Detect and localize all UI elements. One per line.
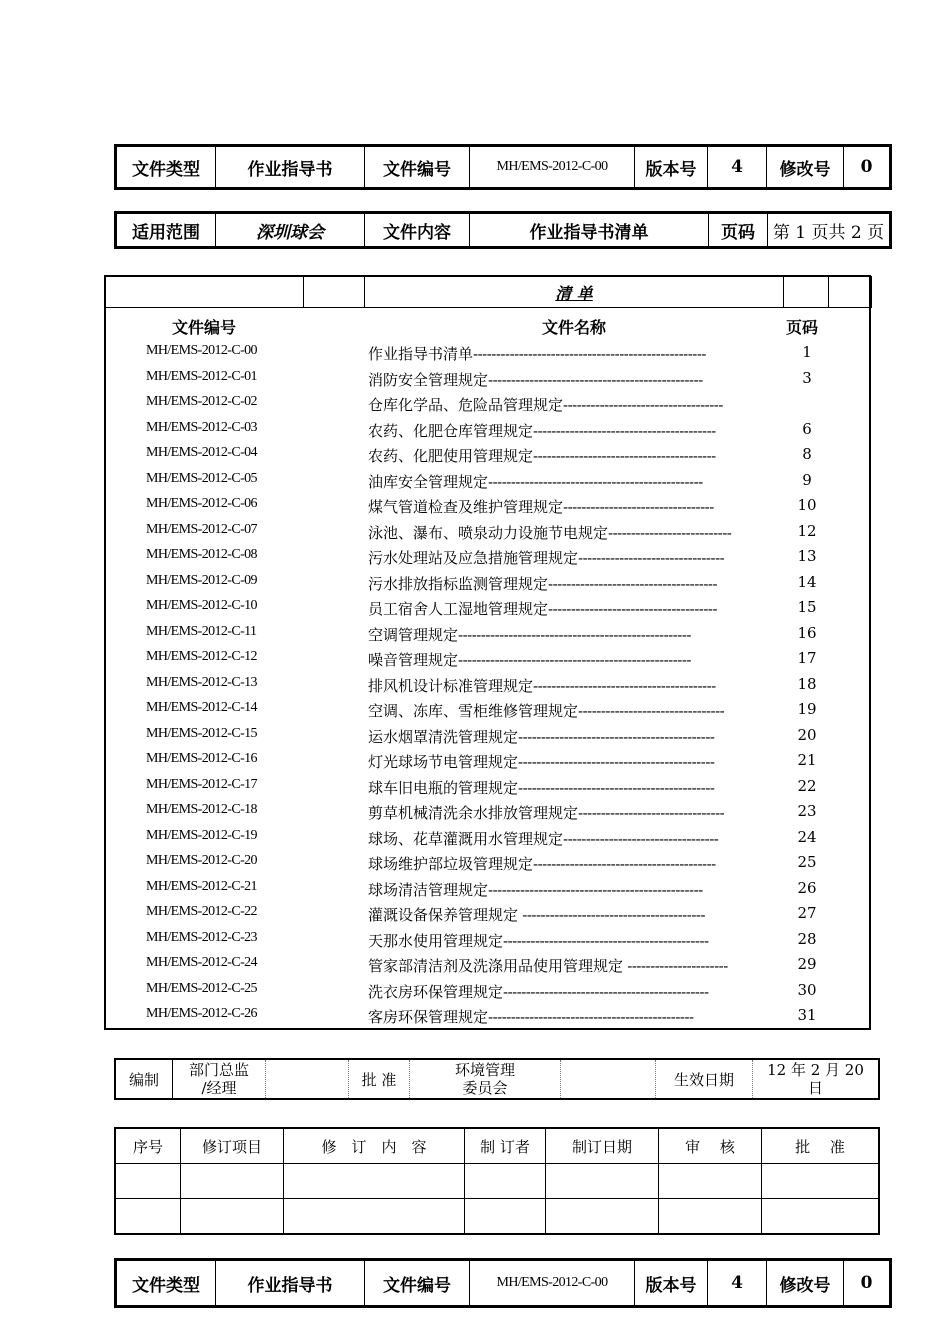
list-item-leader: ---------------------------------------- bbox=[533, 855, 716, 873]
compile-label: 编制 bbox=[115, 1059, 173, 1099]
list-item-name bbox=[368, 930, 783, 951]
list-item-code: MH/EMS-2012-C-03 bbox=[146, 419, 257, 435]
scope-value: 深圳球会 bbox=[216, 213, 365, 248]
list-item-title: 管家部清洁剂及洗涤用品使用管理规定 bbox=[368, 957, 624, 975]
list-item-code: MH/EMS-2012-C-06 bbox=[146, 496, 257, 511]
list-item-code: MH/EMS-2012-C-26 bbox=[146, 1006, 257, 1021]
list-item-name bbox=[368, 904, 783, 925]
signoff-table bbox=[114, 1058, 880, 1100]
list-item-name bbox=[368, 394, 783, 415]
list-item-code: MH/EMS-2012-C-22 bbox=[146, 904, 257, 919]
list-item-page: 29 bbox=[797, 955, 817, 973]
revision-label: 修改号 bbox=[767, 1260, 844, 1307]
list-item-leader: ------------------------------------------- bbox=[518, 727, 715, 746]
list-item-title: 消防安全管理规定 bbox=[368, 370, 489, 389]
list-item bbox=[106, 828, 869, 853]
list-item-name bbox=[368, 369, 783, 390]
list-item-page: 30 bbox=[797, 980, 817, 999]
list-item-name bbox=[368, 955, 783, 976]
list-item-page: 16 bbox=[797, 623, 817, 642]
list-item-name bbox=[368, 777, 783, 798]
list-item-title: 排风机设计标准管理规定 bbox=[368, 676, 534, 695]
list-item bbox=[106, 802, 869, 827]
doc-type-label: 文件类型 bbox=[116, 146, 216, 189]
list-item-name bbox=[368, 471, 783, 492]
list-item-page: 25 bbox=[797, 853, 817, 871]
list-item bbox=[106, 624, 869, 649]
list-item-page: 6 bbox=[802, 419, 812, 438]
list-item-code: MH/EMS-2012-C-17 bbox=[146, 776, 257, 792]
list-item bbox=[106, 471, 869, 496]
list-item-leader: ------------------------------------------- bbox=[518, 753, 715, 771]
version-value: 4 bbox=[708, 1260, 767, 1307]
list-item-code: MH/EMS-2012-C-09 bbox=[146, 572, 257, 588]
list-item-title: 天那水使用管理规定 bbox=[368, 931, 504, 950]
list-item-code: MH/EMS-2012-C-18 bbox=[146, 802, 257, 817]
header-table-scope bbox=[114, 211, 892, 249]
list-item-page: 8 bbox=[802, 445, 812, 463]
list-item-code: MH/EMS-2012-C-08 bbox=[146, 547, 257, 562]
doc-no-label: 文件编号 bbox=[365, 1260, 470, 1307]
list-item-leader: -------------------------------- bbox=[578, 702, 725, 720]
revision-value: 0 bbox=[844, 1260, 891, 1307]
list-item-page: 14 bbox=[797, 572, 817, 591]
list-item-title: 仓库化学品、危险品管理规定 bbox=[368, 396, 564, 414]
list-item bbox=[106, 751, 869, 776]
list-item-page: 20 bbox=[797, 725, 817, 744]
list-item-page: 31 bbox=[797, 1006, 817, 1024]
list-item-page: 21 bbox=[797, 751, 817, 769]
list-item-leader: ------------------------------------------- bbox=[518, 778, 715, 797]
version-label: 版本号 bbox=[635, 1260, 708, 1307]
list-item bbox=[106, 879, 869, 904]
list-item-title: 灯光球场节电管理规定 bbox=[368, 753, 519, 771]
list-item-leader: --------------------------------------------------- bbox=[473, 345, 707, 363]
effective-label: 生效日期 bbox=[656, 1059, 753, 1099]
revision-value: 0 bbox=[844, 146, 891, 189]
list-item-name bbox=[368, 343, 783, 364]
list-item-page: 15 bbox=[797, 598, 817, 616]
list-item bbox=[106, 496, 869, 521]
list-item bbox=[106, 930, 869, 955]
list-item-name bbox=[368, 700, 783, 721]
list-item-title: 作业指导书清单 bbox=[368, 345, 474, 363]
list-item bbox=[106, 598, 869, 623]
role-director: 部门总监 /经理 bbox=[173, 1059, 266, 1099]
list-item bbox=[106, 1006, 869, 1031]
list-item bbox=[106, 420, 869, 445]
rev-col-no: 序号 bbox=[115, 1128, 181, 1164]
version-value: 4 bbox=[708, 146, 767, 189]
list-item bbox=[106, 726, 869, 751]
rev-col-content: 修 订 内 容 bbox=[284, 1128, 465, 1164]
list-item-code: MH/EMS-2012-C-02 bbox=[146, 394, 257, 409]
list-item-code: MH/EMS-2012-C-25 bbox=[146, 980, 257, 996]
list-item-title: 油库安全管理规定 bbox=[368, 472, 489, 491]
doc-type-value: 作业指导书 bbox=[216, 1260, 365, 1307]
list-item-leader: ------------------------------------- bbox=[548, 574, 718, 593]
list-item-page: 3 bbox=[802, 368, 812, 387]
list-item-leader: -------------------------------- bbox=[578, 804, 725, 822]
scope-label: 适用范围 bbox=[116, 213, 216, 248]
list-item bbox=[106, 369, 869, 394]
list-item-name bbox=[368, 573, 783, 594]
effective-date: 12 年 2 月 20 日 bbox=[753, 1059, 880, 1099]
list-item-page: 18 bbox=[797, 674, 817, 693]
list-item-name bbox=[368, 1006, 783, 1027]
list-item-leader: --------------------------------- bbox=[563, 498, 714, 516]
list-item-title: 球场清洁管理规定 bbox=[368, 880, 489, 899]
approve-signature bbox=[561, 1059, 656, 1099]
version-label: 版本号 bbox=[635, 146, 708, 189]
list-item-leader: ---------------------------------------- bbox=[518, 906, 706, 924]
list-item bbox=[106, 522, 869, 547]
list-item-page: 17 bbox=[797, 649, 817, 667]
compile-signature bbox=[266, 1059, 349, 1099]
list-item-title: 污水处理站及应急措施管理规定 bbox=[368, 549, 579, 567]
list-item bbox=[106, 904, 869, 929]
list-item-code: MH/EMS-2012-C-00 bbox=[146, 343, 257, 358]
list-item-title: 洗衣房环保管理规定 bbox=[368, 982, 504, 1001]
list-item-title: 农药、化肥使用管理规定 bbox=[368, 447, 534, 465]
list-item-name bbox=[368, 496, 783, 517]
revision-table bbox=[114, 1127, 880, 1235]
list-item-code: MH/EMS-2012-C-04 bbox=[146, 445, 257, 460]
list-item-title: 剪草机械清洗余水排放管理规定 bbox=[368, 804, 579, 822]
list-item-page: 27 bbox=[797, 904, 817, 922]
doc-type-label: 文件类型 bbox=[116, 1260, 216, 1307]
list-item-title: 泳池、瀑布、喷泉动力设施节电规定 bbox=[368, 523, 609, 542]
list-item-leader: ----------------------------------------------- bbox=[488, 370, 703, 389]
rev-col-review: 审 核 bbox=[659, 1128, 762, 1164]
rev-col-item: 修订项目 bbox=[181, 1128, 284, 1164]
list-item-leader: --------------------------------------------- bbox=[503, 982, 709, 1001]
list-item bbox=[106, 445, 869, 470]
list-item-code: MH/EMS-2012-C-07 bbox=[146, 521, 257, 537]
content-value: 作业指导书清单 bbox=[470, 213, 709, 248]
list-item bbox=[106, 573, 869, 598]
list-item-leader: -------------------------------- bbox=[578, 549, 725, 567]
list-item-name bbox=[368, 649, 783, 670]
list-item-title: 球场、花草灌溉用水管理规定 bbox=[368, 829, 564, 848]
list-item-name bbox=[368, 675, 783, 696]
list-item-name bbox=[368, 751, 783, 772]
doc-no-label: 文件编号 bbox=[365, 146, 470, 189]
list-item-page: 10 bbox=[797, 496, 817, 514]
list-item-name bbox=[368, 420, 783, 441]
revision-header-row bbox=[115, 1128, 879, 1164]
list-item-name bbox=[368, 547, 783, 568]
list-title: 清 单 bbox=[555, 283, 593, 303]
page-label: 页码 bbox=[709, 213, 768, 248]
list-item-name bbox=[368, 726, 783, 747]
list-item-code: MH/EMS-2012-C-23 bbox=[146, 929, 257, 945]
list-item-page: 19 bbox=[797, 700, 817, 718]
revision-row bbox=[115, 1199, 879, 1235]
list-item-code: MH/EMS-2012-C-12 bbox=[146, 649, 257, 664]
doc-type-value: 作业指导书 bbox=[216, 146, 365, 189]
list-item-page: 13 bbox=[797, 547, 817, 565]
list-item-page: 28 bbox=[797, 929, 817, 948]
committee: 环境管理 委员会 bbox=[410, 1059, 561, 1099]
list-item-name bbox=[368, 445, 783, 466]
list-item-leader: ---------------------------------------- bbox=[533, 447, 716, 465]
list-item-title: 运水烟罩清洗管理规定 bbox=[368, 727, 519, 746]
list-item-leader: ---------------------------------- bbox=[563, 829, 719, 848]
list-item bbox=[106, 777, 869, 802]
list-item-name bbox=[368, 598, 783, 619]
list-item bbox=[106, 700, 869, 725]
list-item-leader: --------------------------------------------------- bbox=[458, 625, 692, 644]
list-item-page: 26 bbox=[797, 878, 817, 897]
list-item-code: MH/EMS-2012-C-01 bbox=[146, 368, 257, 384]
list-item-title: 空调管理规定 bbox=[368, 625, 459, 644]
list-item-leader: ---------------------------------------- bbox=[533, 421, 716, 440]
column-header-name: 文件名称 bbox=[542, 318, 607, 337]
list-item-code: MH/EMS-2012-C-11 bbox=[146, 623, 257, 639]
list-item-leader: ----------------------------------------------- bbox=[488, 880, 703, 899]
list-item-title: 客房环保管理规定 bbox=[368, 1008, 489, 1026]
list-item-name bbox=[368, 879, 783, 900]
page-value: 第 1 页共 2 页 bbox=[768, 213, 891, 248]
list-item bbox=[106, 547, 869, 572]
doc-no-value: MH/EMS-2012-C-00 bbox=[470, 1260, 635, 1307]
rev-col-date: 制订日期 bbox=[546, 1128, 659, 1164]
revision-label: 修改号 bbox=[767, 146, 844, 189]
content-label: 文件内容 bbox=[365, 213, 470, 248]
list-item bbox=[106, 853, 869, 878]
list-item-name bbox=[368, 853, 783, 874]
list-item bbox=[106, 675, 869, 700]
list-item-title: 员工宿舍人工湿地管理规定 bbox=[368, 600, 549, 618]
list-item bbox=[106, 394, 869, 419]
list-item-leader: ----------------------------------------------- bbox=[488, 472, 703, 491]
approve-label: 批 准 bbox=[349, 1059, 410, 1099]
list-item-leader: ---------------------- bbox=[623, 957, 728, 975]
list-item-page: 9 bbox=[802, 470, 812, 489]
list-item-leader: ------------------------------------- bbox=[548, 600, 718, 618]
list-item-name bbox=[368, 522, 783, 543]
list-item-code: MH/EMS-2012-C-14 bbox=[146, 700, 257, 715]
doc-no-value: MH/EMS-2012-C-00 bbox=[470, 146, 635, 189]
list-item-code: MH/EMS-2012-C-05 bbox=[146, 470, 257, 486]
list-item-code: MH/EMS-2012-C-19 bbox=[146, 827, 257, 843]
list-item-code: MH/EMS-2012-C-10 bbox=[146, 598, 257, 613]
column-header-code: 文件编号 bbox=[172, 318, 237, 337]
list-item-name bbox=[368, 981, 783, 1002]
revision-row bbox=[115, 1164, 879, 1199]
list-item-code: MH/EMS-2012-C-16 bbox=[146, 751, 257, 766]
list-item-page: 22 bbox=[797, 776, 817, 795]
document-list bbox=[104, 275, 871, 1030]
list-item-page: 23 bbox=[797, 802, 817, 820]
list-item-title: 灌溉设备保养管理规定 bbox=[368, 906, 519, 924]
list-item bbox=[106, 955, 869, 980]
list-item bbox=[106, 981, 869, 1006]
list-item-leader: --------------------------------------------------- bbox=[458, 651, 692, 669]
list-item-code: MH/EMS-2012-C-13 bbox=[146, 674, 257, 690]
list-item-name bbox=[368, 802, 783, 823]
list-item-code: MH/EMS-2012-C-20 bbox=[146, 853, 257, 868]
list-item-leader: ----------------------------------- bbox=[563, 396, 723, 414]
list-item-name bbox=[368, 828, 783, 849]
list-item-page: 1 bbox=[802, 343, 812, 361]
list-item-title: 噪音管理规定 bbox=[368, 651, 459, 669]
rev-col-author: 制 订者 bbox=[465, 1128, 546, 1164]
list-item-leader: --------------------------------------------- bbox=[488, 1008, 694, 1026]
list-item-code: MH/EMS-2012-C-21 bbox=[146, 878, 257, 894]
list-item-leader: --------------------------- bbox=[608, 523, 732, 542]
list-item bbox=[106, 343, 869, 368]
list-item-leader: --------------------------------------------- bbox=[503, 931, 709, 950]
list-item-page: 24 bbox=[797, 827, 817, 846]
list-item bbox=[106, 649, 869, 674]
header-table-top bbox=[114, 144, 892, 190]
list-title-row bbox=[105, 276, 872, 308]
list-item-name bbox=[368, 624, 783, 645]
list-item-title: 球车旧电瓶的管理规定 bbox=[368, 778, 519, 797]
list-item-title: 煤气管道检查及维护管理规定 bbox=[368, 498, 564, 516]
list-item-leader: ---------------------------------------- bbox=[533, 676, 716, 695]
rev-col-approve: 批 准 bbox=[762, 1128, 880, 1164]
column-header-page: 页码 bbox=[786, 318, 819, 337]
list-item-page: 12 bbox=[797, 521, 817, 540]
list-item-title: 球场维护部垃圾管理规定 bbox=[368, 855, 534, 873]
list-item-title: 空调、冻库、雪柜维修管理规定 bbox=[368, 702, 579, 720]
list-item-code: MH/EMS-2012-C-15 bbox=[146, 725, 257, 741]
header-table-page2 bbox=[114, 1258, 892, 1308]
list-item-title: 污水排放指标监测管理规定 bbox=[368, 574, 549, 593]
list-item-code: MH/EMS-2012-C-24 bbox=[146, 955, 257, 970]
list-item-title: 农药、化肥仓库管理规定 bbox=[368, 421, 534, 440]
